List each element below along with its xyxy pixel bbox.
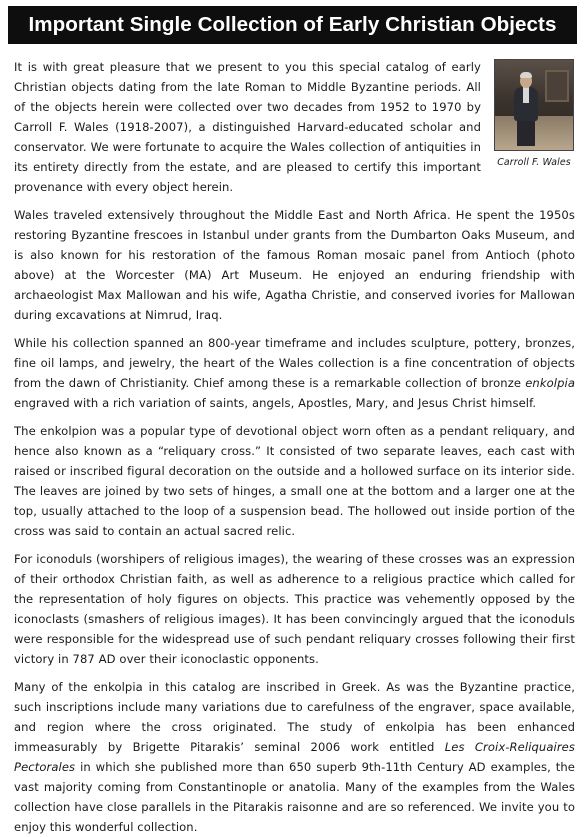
paragraph-inscriptions-text-a: Many of the enkolpia in this catalog are inscribed in Greek. As was the Byzantine practice, such inscriptions include many variations due to carefulness of the engraver, space available, and region where the cross originated. The study of enkolpia has been enhanced immeasurably by Brigette Pitarakis’ seminal 2006 work entitled [14, 680, 575, 754]
page-title: Important Single Collection of Early Christian Objects [8, 6, 577, 44]
paragraph-inscriptions-text-b: in which she published more than 650 superb 9th-11th Century AD examples, the vast majority coming from Constantinople or anatolia. Many of the examples from the Wales collection have close parallels in the Pitarakis raisonne and are so referenced. We invite you to enjoy this wonderful collection. [14, 760, 575, 834]
paragraph-enkolpion: The enkolpion was a popular type of devotional object worn often as a pendant reliquary, and hence also known as a “reliquary cross.” It consisted of two separate leaves, each cast with raised or inscribed figural decoration on the outside and a hollowed surface on its interior side. The leaves are joined by two sets of hinges, a small one at the bottom and a larger one at the top, usually attached to the loop of a suspension bead. The hollowed out inside portion of the cross was said to contain an actual sacred relic. [14, 424, 575, 538]
paragraph-inscriptions [14, 677, 575, 837]
portrait-figure [493, 59, 575, 169]
paragraph-collection [14, 333, 575, 413]
paragraph-iconoduls: For iconoduls (worshipers of religious images), the wearing of these crosses was an expression of their orthodox Christian faith, as well as adherence to a religious practice which called for the representation of holy figures on objects. This practice was vehemently opposed by the iconoclasts (smashers of religious images). It has been convincingly argued that the iconoduls were responsible for the widespread use of such pendant reliquary crosses following their first victory in 787 AD over their iconoclastic opponents. [14, 552, 575, 666]
portrait-caption: Carroll F. Wales [497, 157, 571, 168]
article-body [8, 57, 577, 837]
paragraph-inscriptions-book-title: Les Croix-Reliquaires Pectorales [14, 740, 575, 774]
paragraph-intro: It is with great pleasure that we present to you this special catalog of early Christian objects dating from the late Roman to Middle Byzantine periods. All of the objects herein were collected over two decades from 1952 to 1970 by Carroll F. Wales (1918-2007), a distinguished Harvard-educated scholar and conservator. We were fortunate to acquire the Wales collection of antiquities in its entirety directly from the estate, and are pleased to certify this important provenance with every object herein. [14, 60, 481, 194]
paragraph-collection-text-a: While his collection spanned an 800-year timeframe and includes sculpture, pottery, bronzes, fine oil lamps, and jewelry, the heart of the Wales collection is a fine concentration of objects from the dawn of Christianity. Chief among these is a remarkable collection of bronze [14, 336, 575, 390]
paragraph-travels: Wales traveled extensively throughout the Middle East and North Africa. He spent the 1950s restoring Byzantine frescoes in Istanbul under grants from the Dumbarton Oaks Museum, and is also known for his restoration of the famous Roman mosaic panel from Antioch (photo above) at the Worcester (MA) Art Museum. He enjoyed an enduring friendship with archaeologist Max Mallowan and his wife, Agatha Christie, and conserved ivories for Mallowan during excavations at Nimrud, Iraq. [14, 208, 575, 322]
paragraph-collection-text-b: engraved with a rich variation of saints, angels, Apostles, Mary, and Jesus Christ himself. [14, 396, 537, 410]
paragraph-collection-term: enkolpia [525, 376, 575, 390]
portrait-photo [494, 59, 574, 151]
